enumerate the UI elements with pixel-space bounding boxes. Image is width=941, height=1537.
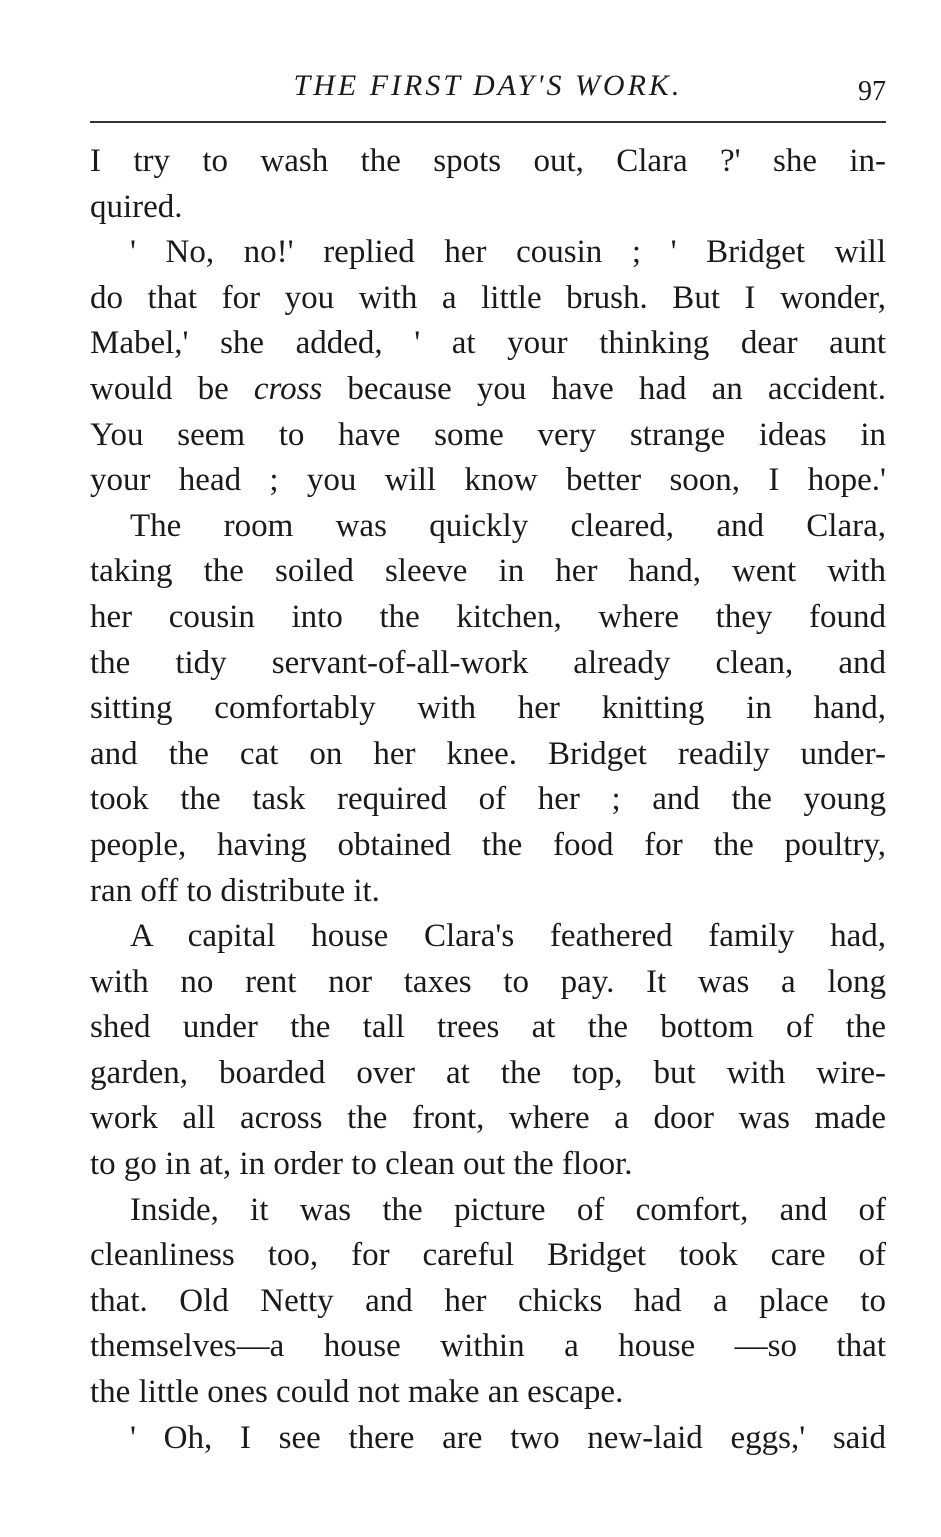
- page-header: [90, 66, 886, 116]
- text-line: Inside, it was the picture of comfort, and of: [130, 1191, 886, 1228]
- text-line: and the cat on her knee. Bridget readily under-: [90, 735, 886, 772]
- paragraph-4: [90, 914, 886, 1188]
- text-line: ' Oh, I see there are two new-laid eggs,' said: [130, 1419, 886, 1456]
- text-line: do that for you with a little brush. But I wonder,: [90, 279, 886, 316]
- header-rule: [90, 121, 886, 123]
- text-line: quired.: [90, 188, 183, 225]
- text-line: I try to wash the spots out, Clara ?' she in-: [90, 143, 886, 179]
- body-text: [90, 139, 886, 1461]
- text-line: garden, boarded over at the top, but with wire-: [90, 1054, 886, 1091]
- text-line: the little ones could not make an escape.: [90, 1374, 624, 1411]
- paragraph-2: [90, 230, 886, 504]
- text-line: taking the soiled sleeve in her hand, went with: [90, 553, 886, 590]
- running-title: THE FIRST DAY'S WORK.: [293, 69, 683, 102]
- text-line: with no rent nor taxes to pay. It was a long: [90, 963, 886, 1000]
- text-line: Mabel,' she added, ' at your thinking dear aunt: [90, 325, 886, 362]
- text-line: ' No, no!' replied her cousin ; ' Bridget will: [130, 234, 886, 271]
- text-line: A capital house Clara's feathered family had,: [130, 918, 886, 955]
- paragraph-5: [90, 1188, 886, 1416]
- text-line: cleanliness too, for careful Bridget took care of: [90, 1237, 886, 1274]
- text-line: sitting comfortably with her knitting in hand,: [90, 690, 886, 727]
- text-line: people, having obtained the food for the poultry,: [90, 826, 886, 863]
- text-line: would be cross because you have had an accident.: [90, 370, 886, 407]
- page-number: 97: [858, 76, 886, 107]
- text-line: that. Old Netty and her chicks had a place to: [90, 1282, 886, 1319]
- text-line: your head ; you will know better soon, I hope.': [90, 462, 886, 499]
- paragraph-6: [90, 1416, 886, 1462]
- text-line: took the task required of her ; and the young: [90, 781, 886, 818]
- text-line: shed under the tall trees at the bottom of the: [90, 1009, 886, 1046]
- text-line: her cousin into the kitchen, where they found: [90, 598, 886, 635]
- text-line: themselves—a house within a house —so that: [90, 1328, 886, 1365]
- text-line: The room was quickly cleared, and Clara,: [130, 507, 886, 544]
- emphasis: cross: [253, 370, 323, 407]
- paragraph-3: [90, 504, 886, 914]
- text-line: to go in at, in order to clean out the floor.: [90, 1146, 633, 1183]
- text-line: work all across the front, where a door was made: [90, 1100, 886, 1137]
- text-line: ran off to distribute it.: [90, 872, 380, 909]
- paragraph-1: [90, 139, 886, 230]
- text-line: You seem to have some very strange ideas in: [90, 416, 886, 453]
- text-line: the tidy servant-of-all-work already clean, and: [90, 644, 886, 681]
